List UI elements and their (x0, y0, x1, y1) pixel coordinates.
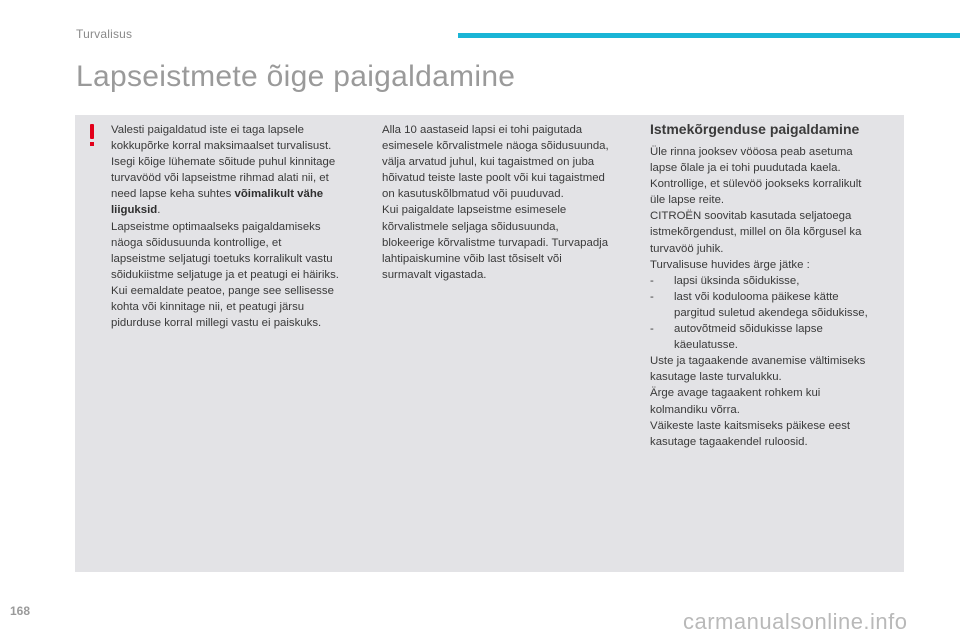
list-item (650, 273, 898, 289)
warning-text-emphasis: võimalikult vähe liiguksid (111, 188, 324, 217)
exclamation-icon-bar (90, 124, 94, 139)
warning-text (111, 122, 361, 331)
watermark: carmanualsonline.info (683, 609, 908, 634)
section-label: Turvalisus (76, 27, 133, 41)
booster-seat-outro: Uste ja tagaakende avanemise vältimiseks kasutage laste turvalukku. Ärge avage tagaakent rohkem kui kolmandiku võrra. Väikeste laste kaitsmiseks päikese eest kasutage tagaakendel ruloosid. (650, 355, 866, 448)
header-accent-bar (458, 33, 960, 38)
airbag-column (382, 122, 632, 283)
list-item-text: last või kodulooma päikese kätte pargitud suletud akendega sõidukisse, (674, 290, 868, 319)
booster-seat-heading: Istmekõrgenduse paigaldamine (650, 121, 860, 137)
warning-text-rest: . Lapseistme optimaalseks paigaldamiseks näoga sõidusuunda kontrollige, et lapseistme seljatugi toetuks korralikult vastu sõidukiistme seljatuge ja et peatugi ei häiriks. Kui eemaldate peatoe, pange see sellisesse kohta või kinnitage nii, et peatugi järsu pidurduse korral millegi vastu ei paiskuks. (111, 204, 339, 330)
airbag-text: Alla 10 aastaseid lapsi ei tohi paigutada esimesele kõrvalistmele näoga sõidusuunda, välja arvatud juhul, kui tagaistmed on juba hõivatud teiste laste poolt või kui tagaistmed on kasutuskõlbmatud või puuduvad. Kui paigaldate lapseistme esimesele kõrvalistmele seljaga sõidusuunda, blokeerige kõrvalistme turvapadi. Turvapadja lahtipaiskumine võib last tõsiselt või surmavalt vigastada. (382, 124, 609, 281)
list-dash: - (650, 323, 654, 336)
page-title: Lapseistmete õige paigaldamine (76, 60, 516, 93)
exclamation-icon (87, 124, 97, 146)
list-item (650, 321, 898, 353)
list-dash: - (650, 274, 654, 287)
list-dash: - (650, 290, 654, 303)
page-number: 168 (10, 604, 31, 618)
list-item (650, 289, 898, 321)
list-item-text: autovõtmeid sõidukisse lapse käeulatusse. (674, 323, 823, 352)
list-item-text: lapsi üksinda sõidukisse, (674, 274, 800, 287)
warning-column (111, 122, 361, 331)
safety-list (650, 273, 898, 353)
exclamation-icon-dot (90, 142, 94, 146)
booster-seat-intro: Üle rinna jooksev vööosa peab asetuma lapse õlale ja ei tohi puudutada kaela. Kontrollige, et sülevöö jookseks korralikult üle lapse reite. CITROËN soovitab kasutada seljatoega istmekõrgendust, millel on õla kõrgusel ka turvavöö juhik. Turvalisuse huvides ärge jätke : (650, 146, 862, 271)
warning-text-intro: Valesti paigaldatud iste ei taga lapsele kokkupõrke korral maksimaalset turvalisust. Isegi kõige lühemate sõitude puhul kinnitage turvavööd või lapseistme rihmad alati nii, et need lapse keha suhtes (111, 124, 336, 201)
booster-seat-column (650, 144, 898, 450)
